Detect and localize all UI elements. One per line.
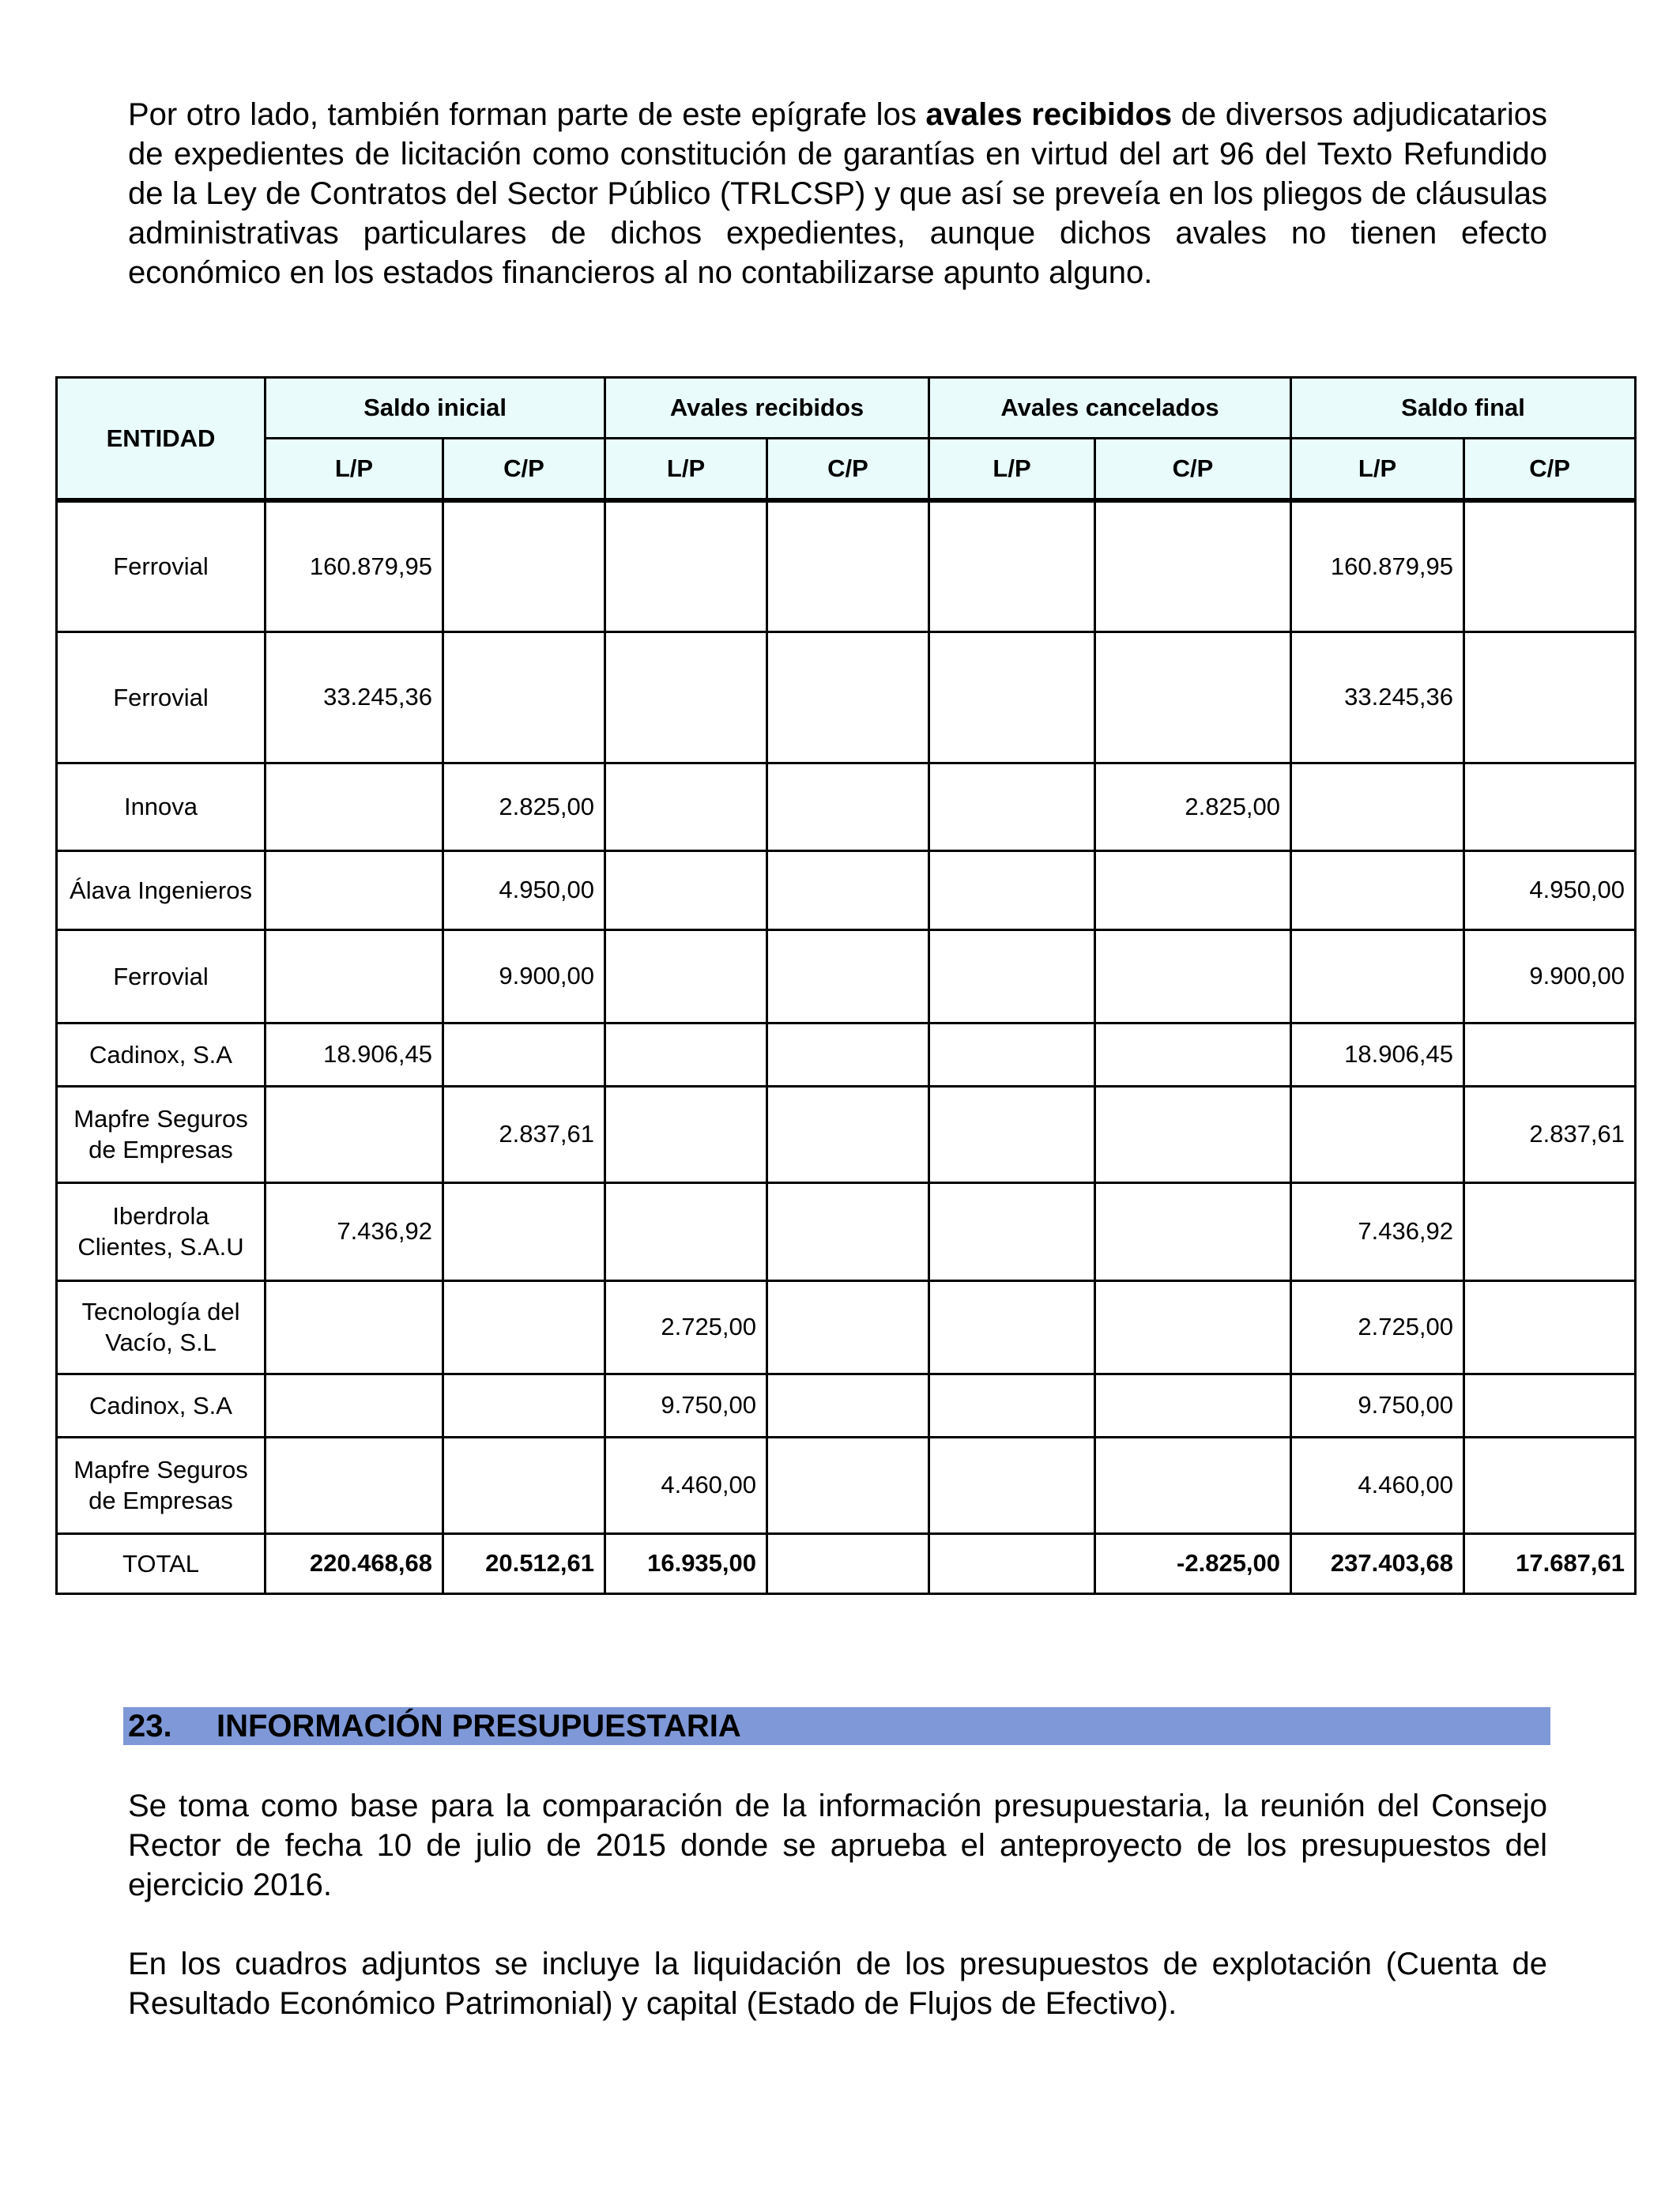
value-cell: 33.245,36: [1291, 631, 1464, 763]
value-cell: [767, 763, 929, 850]
value-cell: [1291, 850, 1464, 929]
value-cell: [1095, 929, 1291, 1023]
value-cell: [1095, 1086, 1291, 1182]
value-cell: [767, 1374, 929, 1437]
entity-cell: Innova: [57, 763, 266, 850]
total-cell: 220.468,68: [266, 1533, 443, 1593]
value-cell: [1095, 1023, 1291, 1086]
sub-header: C/P: [1095, 439, 1291, 501]
value-cell: 2.725,00: [605, 1280, 767, 1374]
value-cell: 33.245,36: [266, 631, 443, 763]
value-cell: [929, 929, 1095, 1023]
value-cell: [443, 500, 605, 631]
table-row: [57, 1086, 1636, 1182]
value-cell: [443, 1182, 605, 1280]
group-header: Avales recibidos: [605, 378, 929, 439]
table-row: [57, 1374, 1636, 1437]
value-cell: [605, 1023, 767, 1086]
entity-cell: Tecnología del Vacío, S.L: [57, 1280, 266, 1374]
header-sub-row: [57, 439, 1636, 501]
avales-table: [55, 376, 1637, 1595]
value-cell: [929, 1086, 1095, 1182]
value-cell: 2.725,00: [1291, 1280, 1464, 1374]
group-header: Saldo final: [1291, 378, 1636, 439]
value-cell: [767, 1437, 929, 1533]
entity-cell: Mapfre Seguros de Empresas: [57, 1086, 266, 1182]
value-cell: 4.950,00: [1464, 850, 1636, 929]
value-cell: [1095, 500, 1291, 631]
sub-header: C/P: [443, 439, 605, 501]
value-cell: [929, 1182, 1095, 1280]
header-group-row: [57, 378, 1636, 439]
value-cell: [929, 1437, 1095, 1533]
value-cell: [605, 763, 767, 850]
value-cell: [1291, 1086, 1464, 1182]
value-cell: [443, 1374, 605, 1437]
value-cell: [1095, 631, 1291, 763]
value-cell: [767, 631, 929, 763]
value-cell: [1095, 850, 1291, 929]
value-cell: 2.837,61: [1464, 1086, 1636, 1182]
value-cell: [266, 929, 443, 1023]
total-row: [57, 1533, 1636, 1593]
value-cell: 2.837,61: [443, 1086, 605, 1182]
total-cell: -2.825,00: [1095, 1533, 1291, 1593]
value-cell: [929, 500, 1095, 631]
table-row: [57, 929, 1636, 1023]
group-header: Avales cancelados: [929, 378, 1291, 439]
entity-cell: Ferrovial: [57, 929, 266, 1023]
value-cell: 4.950,00: [443, 850, 605, 929]
value-cell: 2.825,00: [443, 763, 605, 850]
value-cell: [929, 763, 1095, 850]
table-row: [57, 1182, 1636, 1280]
table-row: [57, 1280, 1636, 1374]
value-cell: [767, 1280, 929, 1374]
value-cell: [767, 850, 929, 929]
section-number: 23.: [128, 1709, 172, 1744]
total-cell: [929, 1533, 1095, 1593]
table-row: [57, 1023, 1636, 1086]
value-cell: [767, 1182, 929, 1280]
value-cell: [767, 1023, 929, 1086]
value-cell: [266, 1280, 443, 1374]
group-header: Saldo inicial: [266, 378, 605, 439]
value-cell: 2.825,00: [1095, 763, 1291, 850]
value-cell: [1095, 1182, 1291, 1280]
value-cell: 9.750,00: [1291, 1374, 1464, 1437]
value-cell: 160.879,95: [1291, 500, 1464, 631]
value-cell: [605, 500, 767, 631]
value-cell: [1291, 763, 1464, 850]
value-cell: [1095, 1437, 1291, 1533]
value-cell: [1464, 1437, 1636, 1533]
value-cell: [767, 500, 929, 631]
value-cell: 4.460,00: [1291, 1437, 1464, 1533]
sub-header: L/P: [266, 439, 443, 501]
value-cell: [605, 1086, 767, 1182]
entity-cell: Ferrovial: [57, 500, 266, 631]
value-cell: [1095, 1374, 1291, 1437]
budget-paragraph: Se toma como base para la comparación de la información presupuestaria, la reunión del Consejo Rector de fecha 10 de julio de 2015 donde se aprueba el anteproyecto de los presupuestos del ejercicio 2016.: [128, 1789, 1547, 1902]
value-cell: [266, 763, 443, 850]
value-cell: [929, 1374, 1095, 1437]
value-cell: [1464, 1374, 1636, 1437]
entity-cell: Ferrovial: [57, 631, 266, 763]
sub-header: L/P: [1291, 439, 1464, 501]
intro-bold-text: avales recibidos: [925, 97, 1173, 132]
value-cell: 9.900,00: [443, 929, 605, 1023]
value-cell: [266, 1086, 443, 1182]
entity-cell: Iberdrola Clientes, S.A.U: [57, 1182, 266, 1280]
value-cell: [1464, 631, 1636, 763]
entity-cell: Mapfre Seguros de Empresas: [57, 1437, 266, 1533]
entity-cell: Cadinox, S.A: [57, 1374, 266, 1437]
entity-header: ENTIDAD: [57, 378, 266, 501]
sub-header: L/P: [605, 439, 767, 501]
value-cell: [1464, 763, 1636, 850]
table-row: [57, 1437, 1636, 1533]
value-cell: [1464, 1280, 1636, 1374]
sub-header: C/P: [767, 439, 929, 501]
value-cell: [443, 631, 605, 763]
value-cell: 7.436,92: [1291, 1182, 1464, 1280]
value-cell: [443, 1437, 605, 1533]
value-cell: [266, 1374, 443, 1437]
value-cell: [929, 850, 1095, 929]
value-cell: [929, 1023, 1095, 1086]
value-cell: [266, 850, 443, 929]
total-cell: [767, 1533, 929, 1593]
intro-text-start: Por otro lado, también forman parte de este epígrafe los: [128, 97, 926, 132]
table-row: [57, 850, 1636, 929]
total-cell: 20.512,61: [443, 1533, 605, 1593]
value-cell: [1095, 1280, 1291, 1374]
value-cell: [767, 929, 929, 1023]
value-cell: [767, 1086, 929, 1182]
total-cell: 237.403,68: [1291, 1533, 1464, 1593]
value-cell: [443, 1280, 605, 1374]
value-cell: [1464, 500, 1636, 631]
section-heading: [123, 1707, 1550, 1745]
intro-paragraph: [128, 95, 1547, 292]
total-label: TOTAL: [57, 1533, 266, 1593]
value-cell: [1291, 929, 1464, 1023]
value-cell: [605, 1182, 767, 1280]
value-cell: 18.906,45: [1291, 1023, 1464, 1086]
total-cell: 16.935,00: [605, 1533, 767, 1593]
entity-cell: Cadinox, S.A: [57, 1023, 266, 1086]
value-cell: [605, 631, 767, 763]
value-cell: [266, 1437, 443, 1533]
value-cell: [605, 929, 767, 1023]
value-cell: 9.900,00: [1464, 929, 1636, 1023]
value-cell: 18.906,45: [266, 1023, 443, 1086]
value-cell: 160.879,95: [266, 500, 443, 631]
value-cell: [1464, 1023, 1636, 1086]
value-cell: 9.750,00: [605, 1374, 767, 1437]
table-row: [57, 763, 1636, 850]
value-cell: [929, 1280, 1095, 1374]
entity-cell: Álava Ingenieros: [57, 850, 266, 929]
value-cell: [443, 1023, 605, 1086]
sub-header: C/P: [1464, 439, 1636, 501]
value-cell: [929, 631, 1095, 763]
sub-header: L/P: [929, 439, 1095, 501]
value-cell: 7.436,92: [266, 1182, 443, 1280]
value-cell: 4.460,00: [605, 1437, 767, 1533]
total-cell: 17.687,61: [1464, 1533, 1636, 1593]
value-cell: [1464, 1182, 1636, 1280]
intro-text-end: de diversos adjudicatarios de expedientes de licitación como constitución de garantías en virtud del art 96 del Texto Refundido de la Ley de Contratos del Sector Público (TRLCSP) y que así se preveía en los pliegos de cláusulas administrativas particulares de dichos expedientes, aunque dichos avales no tienen efecto económico en los estados financieros al no contabilizarse apunto alguno.: [128, 97, 1548, 290]
liquidation-paragraph: En los cuadros adjuntos se incluye la liquidación de los presupuestos de explotación (Cuenta de Resultado Económico Patrimonial) y capital (Estado de Flujos de Efectivo).: [128, 1947, 1547, 2021]
table-row: [57, 631, 1636, 763]
value-cell: [605, 850, 767, 929]
section-title: INFORMACIÓN PRESUPUESTARIA: [217, 1709, 741, 1744]
table-row: [57, 500, 1636, 631]
